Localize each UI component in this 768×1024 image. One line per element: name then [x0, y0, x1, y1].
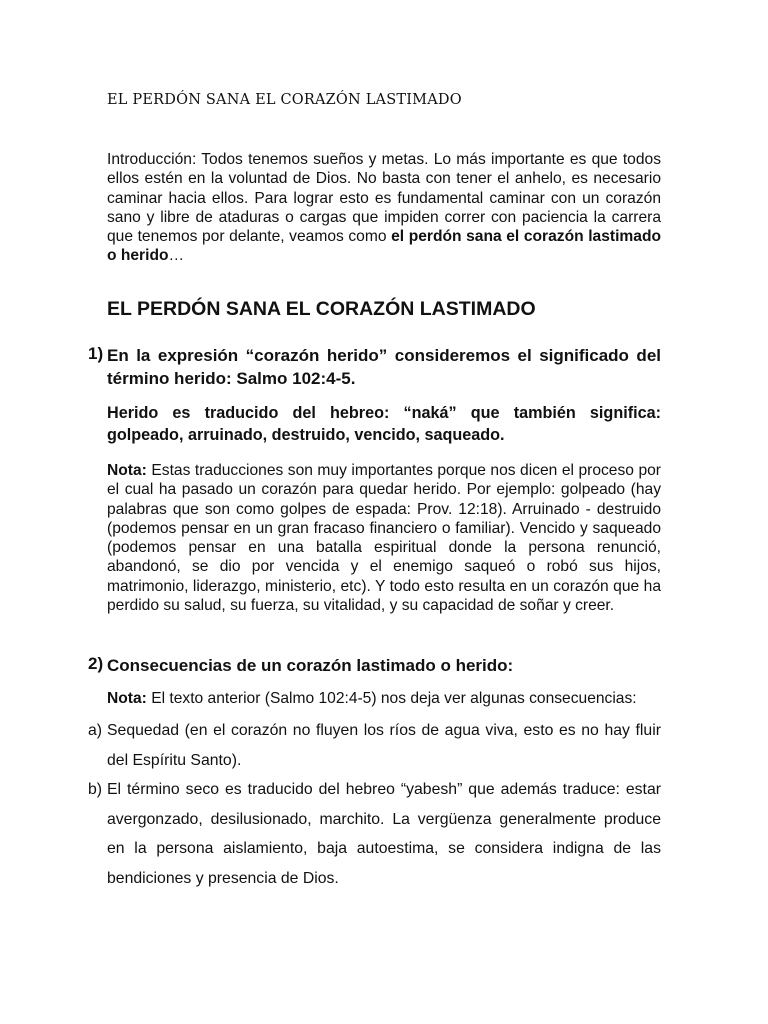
intro-paragraph — [107, 150, 661, 266]
list-item-b-text: El término seco es traducido del hebreo “yabesh” que además traduce: estar avergonzado, desilusionado, marchito. La vergüenza generalmente produce en la persona aislamiento, baja autoestima, se considera indigna de las bendiciones y presencia de Dios. — [107, 781, 661, 887]
section-heading: EL PERDÓN SANA EL CORAZÓN LASTIMADO — [107, 298, 536, 320]
intro-text: Introducción: Todos tenemos sueños y metas. Lo más importante es que todos ellos estén en la voluntad de Dios. No basta con tener el anhelo, es necesario caminar hacia ellos. Para lograr esto es fundamental caminar con un corazón sano y libre de ataduras o cargas que impiden correr con paciencia la carrera que tenemos por delante, veamos como — [107, 151, 661, 246]
section2-note-label: Nota: — [107, 690, 147, 707]
section1-note-label: Nota: — [107, 462, 147, 479]
document-title: EL PERDÓN SANA EL CORAZÓN LASTIMADO — [107, 92, 462, 108]
intro-bold-text: el perdón sana el corazón lastimado o herido — [107, 228, 661, 265]
list-item-b-marker: b) — [88, 781, 103, 798]
list-item-a-text: Sequedad (en el corazón no fluyen los ríos de agua viva, esto es no hay fluir del Espíritu Santo). — [107, 722, 661, 769]
section2-note-text: El texto anterior (Salmo 102:4-5) nos deja ver algunas consecuencias: — [151, 690, 637, 707]
section2-note — [107, 689, 661, 708]
list-item-a-marker: a) — [88, 722, 103, 739]
section1-number: 1) — [88, 344, 104, 363]
section1-definition: Herido es traducido del hebreo: “naká” que también significa: golpeado, arruinado, destruido, vencido, saqueado. — [107, 404, 661, 444]
section1-note-text: Estas traducciones son muy importantes porque nos dicen el proceso por el cual ha pasado un corazón para quedar herido. Por ejemplo: golpeado (hay palabras que son como golpes de espada: Prov. 12:18). Arruinado - destruido (podemos pensar en un gran fracaso financiero o familiar). Vencido y saqueado (podemos pensar en una batalla espiritual donde la persona renunció, abandonó, se dio por vencida y el enemigo saqueó o robó sus hijos, matrimonio, liderazgo, ministerio, etc). Y todo esto resulta en un corazón que ha perdido su salud, su fuerza, su vitalidad, y su capacidad de soñar y creer. — [107, 462, 661, 615]
section2-number: 2) — [88, 654, 104, 673]
intro-ellipsis: … — [168, 247, 185, 265]
section1-title: En la expresión “corazón herido” consideremos el significado del término herido: Salmo 102:4-5. — [107, 346, 661, 388]
section2-title: Consecuencias de un corazón lastimado o herido: — [107, 656, 514, 675]
section1-note — [107, 461, 661, 615]
